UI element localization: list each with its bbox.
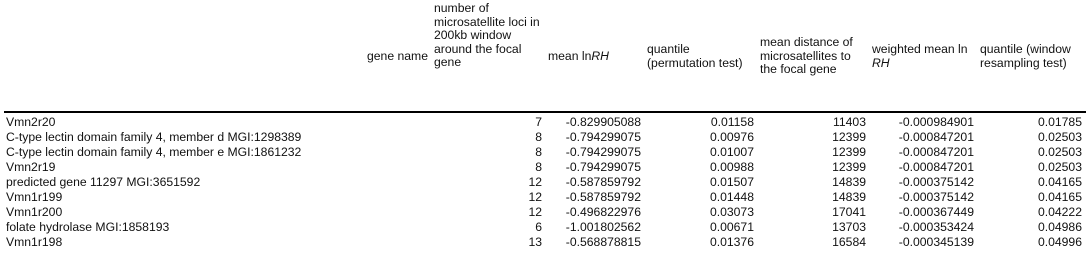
quantile-window-cell: 0.04165 <box>1037 190 1082 204</box>
gene-name-cell: predicted gene 11297 MGI:3651592 <box>6 175 201 189</box>
quantile-window-cell: 0.02503 <box>1037 130 1082 144</box>
microsatellite-table <box>4 2 1086 250</box>
loci-count-cell: 13 <box>528 235 542 249</box>
header-quantile-window: quantile (window resampling test) <box>980 42 1071 70</box>
quantile-window-cell: 0.01785 <box>1037 115 1082 129</box>
quantile-window-cell: 0.04986 <box>1037 220 1082 234</box>
mean-ln-rh-cell: -1.001802562 <box>565 220 641 234</box>
header-row <box>4 2 1086 112</box>
loci-count-cell: 7 <box>535 115 542 129</box>
weighted-mean-cell: -0.000847201 <box>898 130 974 144</box>
loci-count-cell: 6 <box>535 220 542 234</box>
header-weighted-mean-ln-rh <box>870 2 978 112</box>
quantile-window-cell: 0.02503 <box>1037 160 1082 174</box>
weighted-mean-cell: -0.000367449 <box>898 205 974 219</box>
quantile-permutation-cell: 0.01448 <box>709 190 754 204</box>
mean-ln-rh-cell: -0.587859792 <box>565 190 641 204</box>
quantile-window-cell: 0.02503 <box>1037 145 1082 159</box>
loci-count-cell: 8 <box>535 145 542 159</box>
mean-ln-rh-cell: -0.496822976 <box>565 205 641 219</box>
table-row <box>4 130 1086 145</box>
table-row <box>4 190 1086 205</box>
header-gene-name: gene name <box>367 48 428 63</box>
loci-count-cell: 8 <box>535 160 542 174</box>
quantile-permutation-cell: 0.03073 <box>709 205 754 219</box>
quantile-permutation-cell: 0.01376 <box>709 235 754 249</box>
weighted-mean-cell: -0.000375142 <box>898 190 974 204</box>
quantile-permutation-cell: 0.00671 <box>709 220 754 234</box>
mean-ln-rh-cell: -0.587859792 <box>565 175 641 189</box>
mean-ln-rh-cell: -0.794299075 <box>565 160 641 174</box>
gene-name-cell: folate hydrolase MGI:1858193 <box>6 220 170 234</box>
loci-count-cell: 12 <box>528 175 542 189</box>
quantile-permutation-cell: 0.00988 <box>709 160 754 174</box>
mean-ln-rh-cell: -0.829905088 <box>565 115 641 129</box>
mean-distance-cell: 14839 <box>832 190 866 204</box>
header-mean-ln-rh <box>546 2 645 112</box>
mean-distance-cell: 13703 <box>832 220 866 234</box>
table-row <box>4 160 1086 175</box>
loci-count-cell: 12 <box>528 205 542 219</box>
mean-ln-rh-cell: -0.568878815 <box>565 235 641 249</box>
header-mean-ln-prefix: mean ln <box>548 48 592 63</box>
quantile-window-cell: 0.04996 <box>1037 235 1082 249</box>
header-mean-distance: mean distance of microsatellites to the focal gene <box>760 35 853 77</box>
table-row <box>4 175 1086 190</box>
weighted-mean-cell: -0.000847201 <box>898 160 974 174</box>
table-row <box>4 145 1086 160</box>
table-row <box>4 220 1086 235</box>
gene-name-cell: Vmn2r19 <box>6 160 56 174</box>
header-loci-count: number of microsatellite loci in 200kb window around the focal gene <box>434 1 540 69</box>
gene-name-cell: C-type lectin domain family 4, member e MGI:1861232 <box>6 145 302 159</box>
mean-distance-cell: 12399 <box>832 145 866 159</box>
gene-name-cell: Vmn2r20 <box>6 115 56 129</box>
header-weighted-rh-italic: RH <box>872 55 890 70</box>
header-mean-ln-rh-italic: RH <box>591 48 609 63</box>
header-weighted-prefix: weighted mean ln <box>872 42 968 56</box>
mean-distance-cell: 16584 <box>832 235 866 249</box>
mean-distance-cell: 12399 <box>832 160 866 174</box>
gene-name-cell: Vmn1r199 <box>6 190 63 204</box>
weighted-mean-cell: -0.000345139 <box>898 235 974 249</box>
loci-count-cell: 12 <box>528 190 542 204</box>
quantile-permutation-cell: 0.00976 <box>709 130 754 144</box>
table-row <box>4 235 1086 250</box>
weighted-mean-cell: -0.000353424 <box>898 220 974 234</box>
table-row <box>4 205 1086 220</box>
mean-distance-cell: 11403 <box>833 115 866 129</box>
gene-name-cell: C-type lectin domain family 4, member d MGI:1298389 <box>6 130 302 144</box>
gene-name-cell: Vmn1r198 <box>6 235 63 249</box>
table-body <box>4 112 1086 250</box>
quantile-permutation-cell: 0.01507 <box>709 175 754 189</box>
weighted-mean-cell: -0.000375142 <box>898 175 974 189</box>
mean-distance-cell: 14839 <box>832 175 866 189</box>
quantile-permutation-cell: 0.01007 <box>709 145 754 159</box>
mean-distance-cell: 17041 <box>832 205 866 219</box>
loci-count-cell: 8 <box>535 130 542 144</box>
mean-ln-rh-cell: -0.794299075 <box>565 145 641 159</box>
weighted-mean-cell: -0.000847201 <box>898 145 974 159</box>
quantile-window-cell: 0.04165 <box>1037 175 1082 189</box>
mean-ln-rh-cell: -0.794299075 <box>565 130 641 144</box>
header-quantile-permutation: quantile (permutation test) <box>647 42 743 70</box>
quantile-permutation-cell: 0.01158 <box>710 115 754 129</box>
quantile-window-cell: 0.04222 <box>1037 205 1082 219</box>
table-row <box>4 112 1086 130</box>
weighted-mean-cell: -0.000984901 <box>898 115 974 129</box>
gene-name-cell: Vmn1r200 <box>6 205 63 219</box>
mean-distance-cell: 12399 <box>832 130 866 144</box>
